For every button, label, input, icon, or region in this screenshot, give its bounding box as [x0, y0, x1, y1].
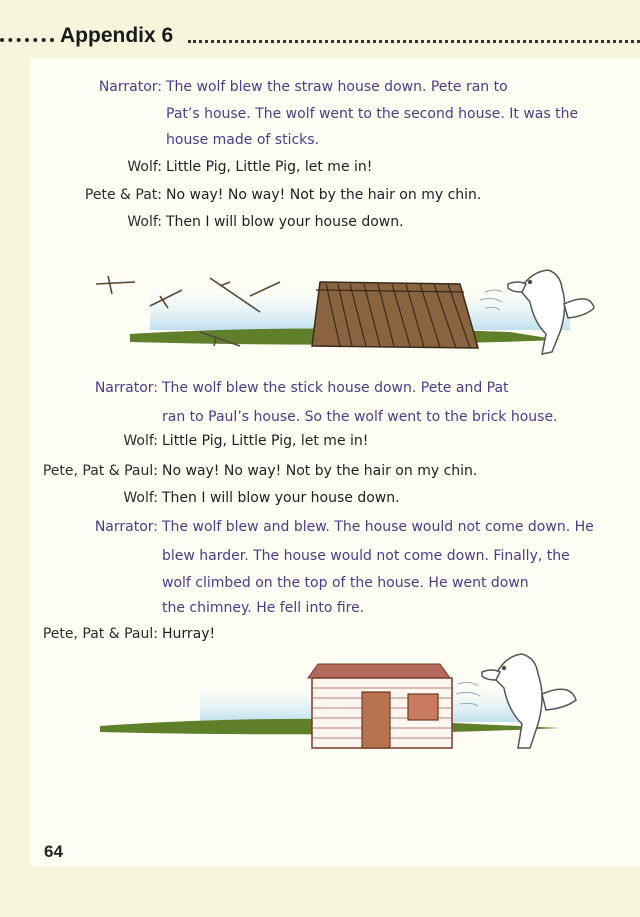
- speaker-label: Narrator:: [94, 380, 158, 396]
- speaker-label: Wolf:: [127, 159, 162, 175]
- dialogue-line: The wolf blew the straw house down. Pete ran to: [166, 79, 508, 95]
- speaker-label: Wolf:: [123, 490, 158, 506]
- stick-house: [312, 282, 478, 348]
- dialogue-line: house made of sticks.: [166, 132, 320, 148]
- dialogue-line: Then I will blow your house down.: [162, 490, 400, 506]
- speaker-label: Pete & Pat:: [84, 187, 162, 203]
- dialogue-line: The wolf blew the stick house down. Pete and Pat: [162, 380, 509, 396]
- speaker-label: Pete, Pat & Paul:: [42, 463, 158, 479]
- dialogue-line: The wolf blew and blew. The house would not come down. He: [162, 519, 594, 535]
- speaker-label: Wolf:: [123, 433, 158, 449]
- header-dots-right: [188, 40, 640, 43]
- page-number: 64: [44, 842, 63, 861]
- page-title: Appendix 6: [60, 24, 174, 47]
- dialogue-line: wolf climbed on the top of the house. He went down: [162, 575, 529, 591]
- stick-house-illustration: [90, 262, 610, 362]
- dialogue-line: Little Pig, Little Pig, let me in!: [162, 433, 369, 449]
- speaker-label: Narrator:: [94, 519, 158, 535]
- brick-house: [308, 664, 452, 748]
- dialogue-line: Little Pig, Little Pig, let me in!: [166, 159, 373, 175]
- brick-house-window: [408, 694, 438, 720]
- dialogue-line: ran to Paul’s house. So the wolf went to the brick house.: [162, 409, 558, 425]
- dialogue-line: Then I will blow your house down.: [166, 214, 404, 230]
- dialogue-line: No way! No way! Not by the hair on my chin.: [162, 463, 478, 479]
- dialogue-line: Pat’s house. The wolf went to the second house. It was the: [166, 106, 579, 122]
- dialogue-line: Hurray!: [162, 626, 216, 642]
- brick-house-door: [362, 692, 390, 748]
- dialogue-line: the chimney. He fell into fire.: [162, 600, 365, 616]
- page-header: [0, 24, 640, 54]
- speaker-label: Wolf:: [127, 214, 162, 230]
- speaker-label: Pete, Pat & Paul:: [42, 626, 158, 642]
- header-dots-left: [0, 38, 54, 42]
- speaker-label: Narrator:: [98, 79, 162, 95]
- dialogue-line: No way! No way! Not by the hair on my chin.: [166, 187, 482, 203]
- dialogue-line: blew harder. The house would not come down. Finally, the: [162, 548, 570, 564]
- brick-house-illustration: [90, 650, 600, 755]
